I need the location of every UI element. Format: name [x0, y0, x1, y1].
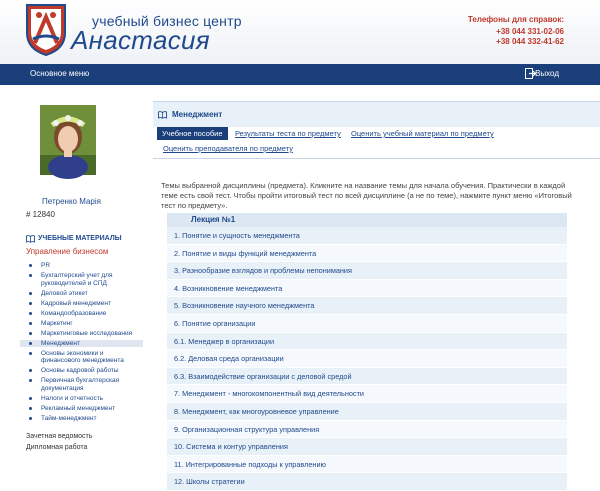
lecture-list — [167, 213, 567, 491]
course-item[interactable]: Бухгалтерский учет для руководителей и СПД — [26, 272, 143, 287]
topic-item[interactable]: 1. Понятие и сущность менеджмента — [167, 227, 567, 245]
main-content — [143, 85, 600, 487]
content-header — [153, 101, 600, 127]
subsection-title[interactable]: Управление бизнесом — [26, 247, 109, 256]
topic-item[interactable]: 11. Интегрированные подходы к управлению — [167, 456, 567, 474]
topic-item[interactable]: 6.2. Деловая среда организации — [167, 350, 567, 368]
avatar — [40, 105, 96, 175]
course-list — [26, 262, 143, 425]
topic-item[interactable]: 10. Система и контур управления — [167, 438, 567, 456]
course-item[interactable]: Основы кадровой работы — [26, 367, 143, 375]
brand-name[interactable]: Анастасия — [71, 25, 210, 55]
topic-item[interactable]: 5. Возникновение научного менеджмента — [167, 297, 567, 315]
tabs — [153, 127, 600, 159]
topic-item[interactable]: 6. Понятие организации — [167, 315, 567, 333]
main-menu-link[interactable]: Основное меню — [30, 69, 90, 78]
topic-item[interactable]: 9. Организационная структура управления — [167, 421, 567, 439]
tab-rate-teacher[interactable]: Оценить преподавателя по предмету — [163, 144, 293, 153]
course-item[interactable]: Маркетинговые исследования — [26, 330, 143, 338]
course-item[interactable]: Тайм-менеджмент — [26, 415, 143, 423]
topic-item[interactable]: 8. Менеджмент, как многоуровневое управление — [167, 403, 567, 421]
top-navbar — [0, 64, 600, 85]
phones-title: Телефоны для справок: — [467, 15, 564, 24]
topic-item[interactable]: 12. Школы стратегии — [167, 473, 567, 491]
course-item-active[interactable]: Менеджмент — [20, 340, 143, 348]
page-title: Менеджмент — [172, 110, 223, 119]
site-header — [0, 0, 600, 64]
course-item[interactable]: Кадровый менеджмент — [26, 300, 143, 308]
phone-number: +38 044 331-02-06 — [496, 27, 564, 36]
intro-text: Темы выбранной дисциплины (предмета). Кликните на название темы для начала обучения. Практически в каждой теме есть свой тест. Чтобы пройти итоговый тест по всей дисциплине (а не по теме), нажмите пункт меню «Итоговый тест по предмету». — [161, 181, 572, 210]
course-item[interactable]: Налоги и отчетность — [26, 395, 143, 403]
section-title: УЧЕБНЫЕ МАТЕРИАЛЫ — [38, 235, 122, 242]
phone-number: +38 044 332-41-62 — [496, 37, 564, 46]
exit-link[interactable]: Выход — [535, 69, 559, 78]
tab-test-results[interactable]: Результаты теста по предмету — [235, 129, 341, 138]
tab-rate-material[interactable]: Оценить учебный материал по предмету — [351, 129, 494, 138]
lecture-title: Лекция №1 — [167, 213, 567, 227]
topic-item[interactable]: 6.3. Взаимодействие организации с деловой средой — [167, 368, 567, 386]
topic-item[interactable]: 2. Понятие и виды функций менеджмента — [167, 245, 567, 263]
course-item[interactable]: Первичная бухгалтерская документация — [26, 377, 143, 392]
sidebar — [0, 85, 143, 450]
course-item[interactable]: Маркетинг — [26, 320, 143, 328]
course-item[interactable]: Командообразование — [26, 310, 143, 318]
diploma-link[interactable]: Дипломная работа — [26, 444, 88, 451]
course-item[interactable]: Деловой этикет — [26, 290, 143, 298]
book-icon — [158, 111, 167, 119]
topic-item[interactable]: 4. Возникновение менеджмента — [167, 280, 567, 298]
topic-item[interactable]: 3. Разнообразие взглядов и проблемы непонимания — [167, 262, 567, 280]
topic-item[interactable]: 7. Менеджмент - многокомпонентный вид деятельности — [167, 385, 567, 403]
topic-item[interactable]: 6.1. Менеджер в организации — [167, 333, 567, 351]
grade-sheet-link[interactable]: Зачетная ведомость — [26, 433, 93, 440]
course-item[interactable]: Рекламный менеджмент — [26, 405, 143, 413]
course-item[interactable]: PR — [26, 262, 143, 270]
brand-subtitle: учебный бизнес центр — [92, 13, 242, 29]
tab-textbook[interactable]: Учебное пособие — [157, 127, 228, 140]
logo-shield-icon[interactable] — [25, 3, 67, 57]
course-item[interactable]: Основы экономики и финансового менеджмента — [26, 350, 143, 365]
user-id: # 12840 — [26, 210, 55, 219]
user-name[interactable]: Петренко Марія — [42, 197, 101, 206]
